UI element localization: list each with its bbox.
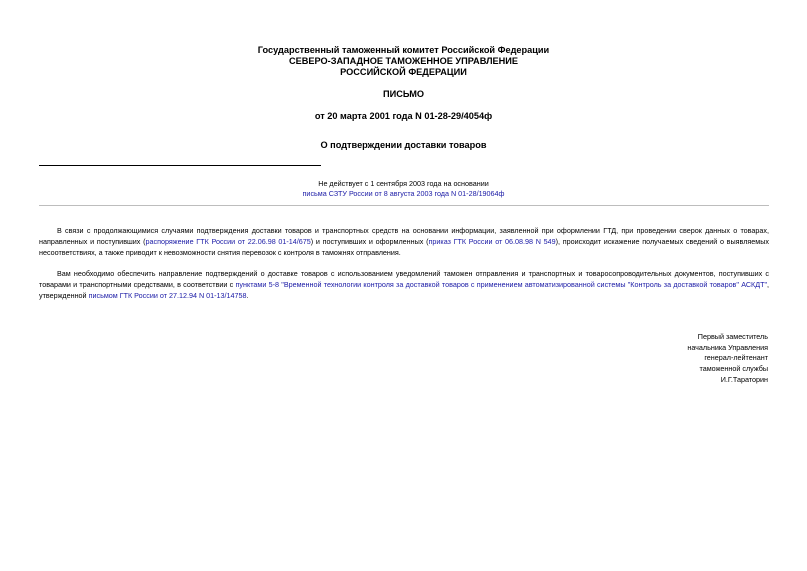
document-date-number: от 20 марта 2001 года N 01-28-29/4054ф [314, 111, 493, 121]
paragraph-1: В связи с продолжающимися случаями подтверждения доставки товаров и транспортных средств на основании информации, заявленной при оформлении ГТД, при проведении сверок данных о товарах, направленных и поступивших (распоряжение ГТК России от 22.06.98 01-14/675) и поступивших и оформленных (приказ ГТК России от 06.08.98 N 549), происходит искажение получаемых сведений о выявляемых несоответствиях, а также приводит к невозможности снятия перевозок с контроля в таможнях отправления. [39, 226, 769, 257]
issuer-line-1: Государственный таможенный комитет Российской Федерации [257, 45, 550, 55]
document-subject: О подтверждении доставки товаров [320, 140, 487, 150]
issuer-line-3: РОССИЙСКОЙ ФЕДЕРАЦИИ [340, 67, 467, 77]
signature-name: И.Г.Тараторин [720, 374, 768, 384]
header-divider [39, 165, 321, 166]
status-note: Не действует с 1 сентября 2003 года на основании [318, 179, 489, 188]
signature-block [687, 332, 768, 386]
order-link-1[interactable]: распоряжение ГТК России от 22.06.98 01-14/675 [145, 236, 311, 246]
technology-link[interactable]: пунктами 5-8 "Временной технологии контроля за доставкой товаров с применением автоматизированной системы "Контроль за доставкой товаров" АСКДТ" [235, 279, 768, 289]
signature-line-2: начальника Управления [687, 342, 768, 352]
signature-line-1: Первый заместитель [697, 332, 768, 341]
signature-line-3: генерал-лейтенант [704, 353, 768, 363]
document-type: ПИСЬМО [382, 89, 425, 99]
letter-link[interactable]: письмом ГТК России от 27.12.94 N 01-13/14758 [88, 290, 247, 300]
status-link[interactable]: письма СЗТУ России от 8 августа 2003 года N 01-28/19064ф [302, 189, 505, 198]
status-divider [39, 205, 769, 206]
order-link-2[interactable]: приказ ГТК России от 06.08.98 N 549 [428, 236, 556, 246]
signature-line-4: таможенной службы [699, 364, 768, 374]
issuer-line-2: СЕВЕРО-ЗАПАДНОЕ ТАМОЖЕННОЕ УПРАВЛЕНИЕ [288, 56, 519, 66]
paragraph-2: Вам необходимо обеспечить направление подтверждений о доставке товаров с использованием уведомлений таможен отправления и транспортных и товаросопроводительных документов, поступивших с товарами и транспортными средствами, в соответствии с пунктами 5-8 "Временной технологии контроля за доставкой товаров с применением автоматизированной системы "Контроль за доставкой товаров" АСКДТ", утвержденной письмом ГТК России от 27.12.94 N 01-13/14758. [39, 269, 770, 300]
